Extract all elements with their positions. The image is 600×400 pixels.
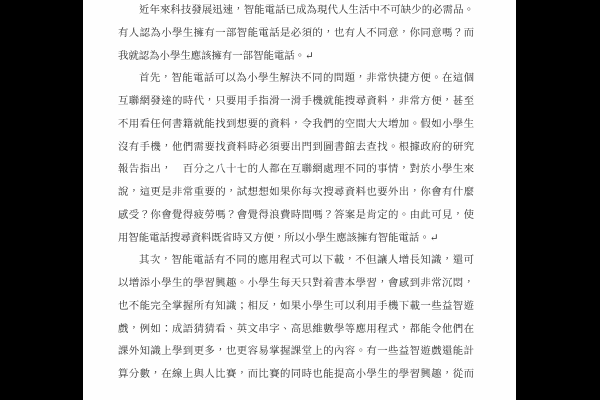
text-line: 以增添小學生的學習興趣。小學生每天只對着書本學習，會感到非常沉悶，	[118, 278, 474, 289]
text-lines	[118, 0, 474, 387]
text-line: 也不能完全掌握所有知識；相反，如果小學生可以利用手機下載一些益智遊	[118, 300, 474, 312]
text-line: 有人認為小學生擁有一部智能電話是必須的，也有人不同意，你同意嗎？而	[118, 27, 474, 39]
letterbox-right-bar	[516, 0, 600, 400]
text-line: 其次，智能電話有不同的應用程式可以下載，不但讓人增長知識，還可	[139, 255, 474, 267]
text-line: 首先，智能電話可以為小學生解決不同的問題，非常快捷方便。在這個	[139, 73, 474, 85]
text-line: 戲，例如：成語猜猜看、英文串字、高思維數學等應用程式，都能令他們在	[118, 323, 474, 335]
text-line: 我就認為小學生應該擁有一部智能電話。↵	[118, 50, 314, 62]
text-line: 互聯網發達的時代，只要用手指滑一滑手機就能搜尋資料，非常方便，甚至	[118, 96, 474, 107]
text-line: 近年來科技發展迅速，智能電話已成為現代人生活中不可缺少的必需品。	[139, 5, 474, 16]
text-line: 感受？你會覺得疲勞嗎？會覺得浪費時間嗎？答案是肯定的。由此可見，使	[118, 209, 474, 221]
text-line: 不用看任何書籍就能找到想要的資料，令我們的空間大大增加。假如小學生	[118, 118, 474, 130]
text-line: 報告指出， 百分之八十七的人都在互聯網處理不同的事情，對於小學生來	[118, 164, 474, 176]
text-line: 沒有手機，他們需要找資料時必須要出門到圖書館去查找。根據政府的研究	[118, 141, 474, 153]
text-line: 課外知識上學到更多，也更容易掌握課堂上的內容。有一些益智遊戲還能計	[118, 346, 474, 358]
text-line: 說，這更是非常重要的，試想想如果你每次搜尋資料也要外出，你會有什麼	[118, 187, 474, 198]
letterbox-left-bar	[0, 0, 83, 400]
text-line: 算分數，在線上與人比賽，而比賽的同時也能提高小學生的學習興趣，從而	[118, 369, 474, 380]
document-page	[83, 0, 516, 400]
text-line: 用智能電話搜尋資料既省時又方便，所以小學生應該擁有智能電話。↵	[118, 232, 439, 244]
